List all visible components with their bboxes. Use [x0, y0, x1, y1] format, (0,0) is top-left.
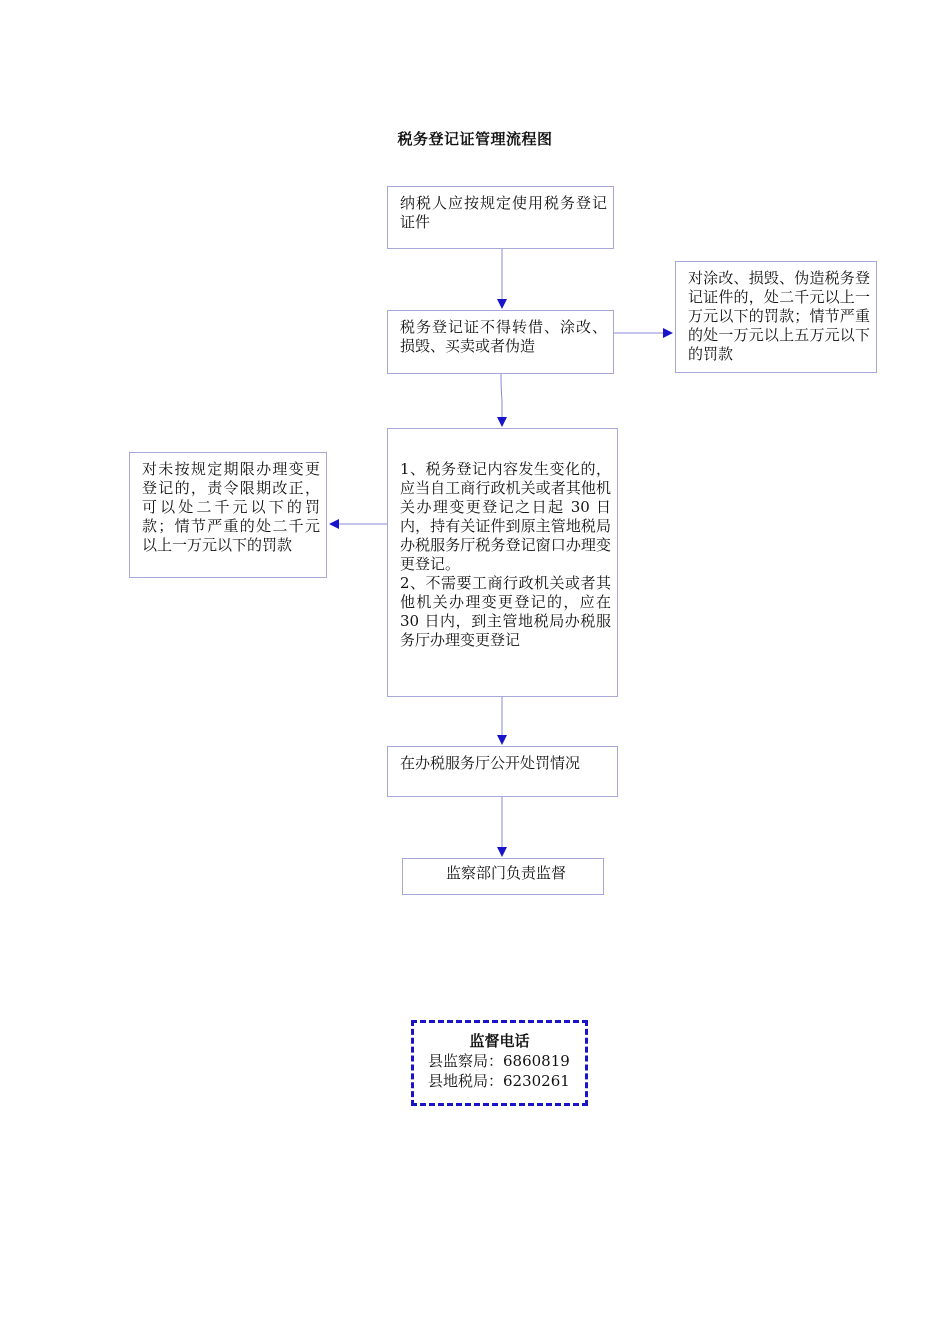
hotline-tax-bureau: 县地税局：6230261	[428, 1072, 570, 1090]
arrow-step2-to-step3	[501, 373, 502, 426]
penalty-forgery-text: 对涂改、损毁、伪造税务登记证件的，处二千元以上一万元以下的罚款；情节严重的处一万元以上五万元以下的罚款	[688, 269, 870, 363]
step-change-registration-item-1: 1、税务登记内容发生变化的，应当自工商行政机关或者其他机关办理变更登记之日起 30 日内，持有关证件到原主管地税局办税服务厅税务登记窗口办理变更登记。	[400, 460, 611, 573]
penalty-late-change-text: 对未按规定期限办理变更登记的，责令限期改正，可以处二千元以下的罚款；情节严重的处二千元以上一万元以下的罚款	[142, 460, 320, 554]
step-publicize-penalty-text: 在办税服务厅公开处罚情况	[400, 754, 581, 772]
hotline-supervision-bureau: 县监察局：6860819	[428, 1052, 570, 1070]
step-publicize-penalty	[387, 746, 618, 797]
step-change-registration-item-2: 2、不需要工商行政机关或者其他机关办理变更登记的，应在 30 日内，到主管地税局办税服务厅办理变更登记	[400, 574, 611, 649]
step-supervision-text: 监察部门负责监督	[445, 864, 566, 882]
step-no-transfer	[387, 310, 614, 374]
supervision-hotline-box	[411, 1020, 588, 1106]
step-use-certificate	[387, 186, 614, 249]
penalty-forgery-box	[675, 261, 877, 373]
penalty-late-change-box	[129, 452, 327, 578]
step-use-certificate-text: 纳税人应按规定使用税务登记证件	[400, 194, 607, 231]
step-supervision	[402, 858, 604, 895]
step-no-transfer-text: 税务登记证不得转借、涂改、损毁、买卖或者伪造	[400, 318, 607, 355]
page-title: 税务登记证管理流程图	[397, 130, 553, 148]
hotline-title: 监督电话	[469, 1032, 530, 1050]
step-change-registration	[387, 428, 618, 697]
